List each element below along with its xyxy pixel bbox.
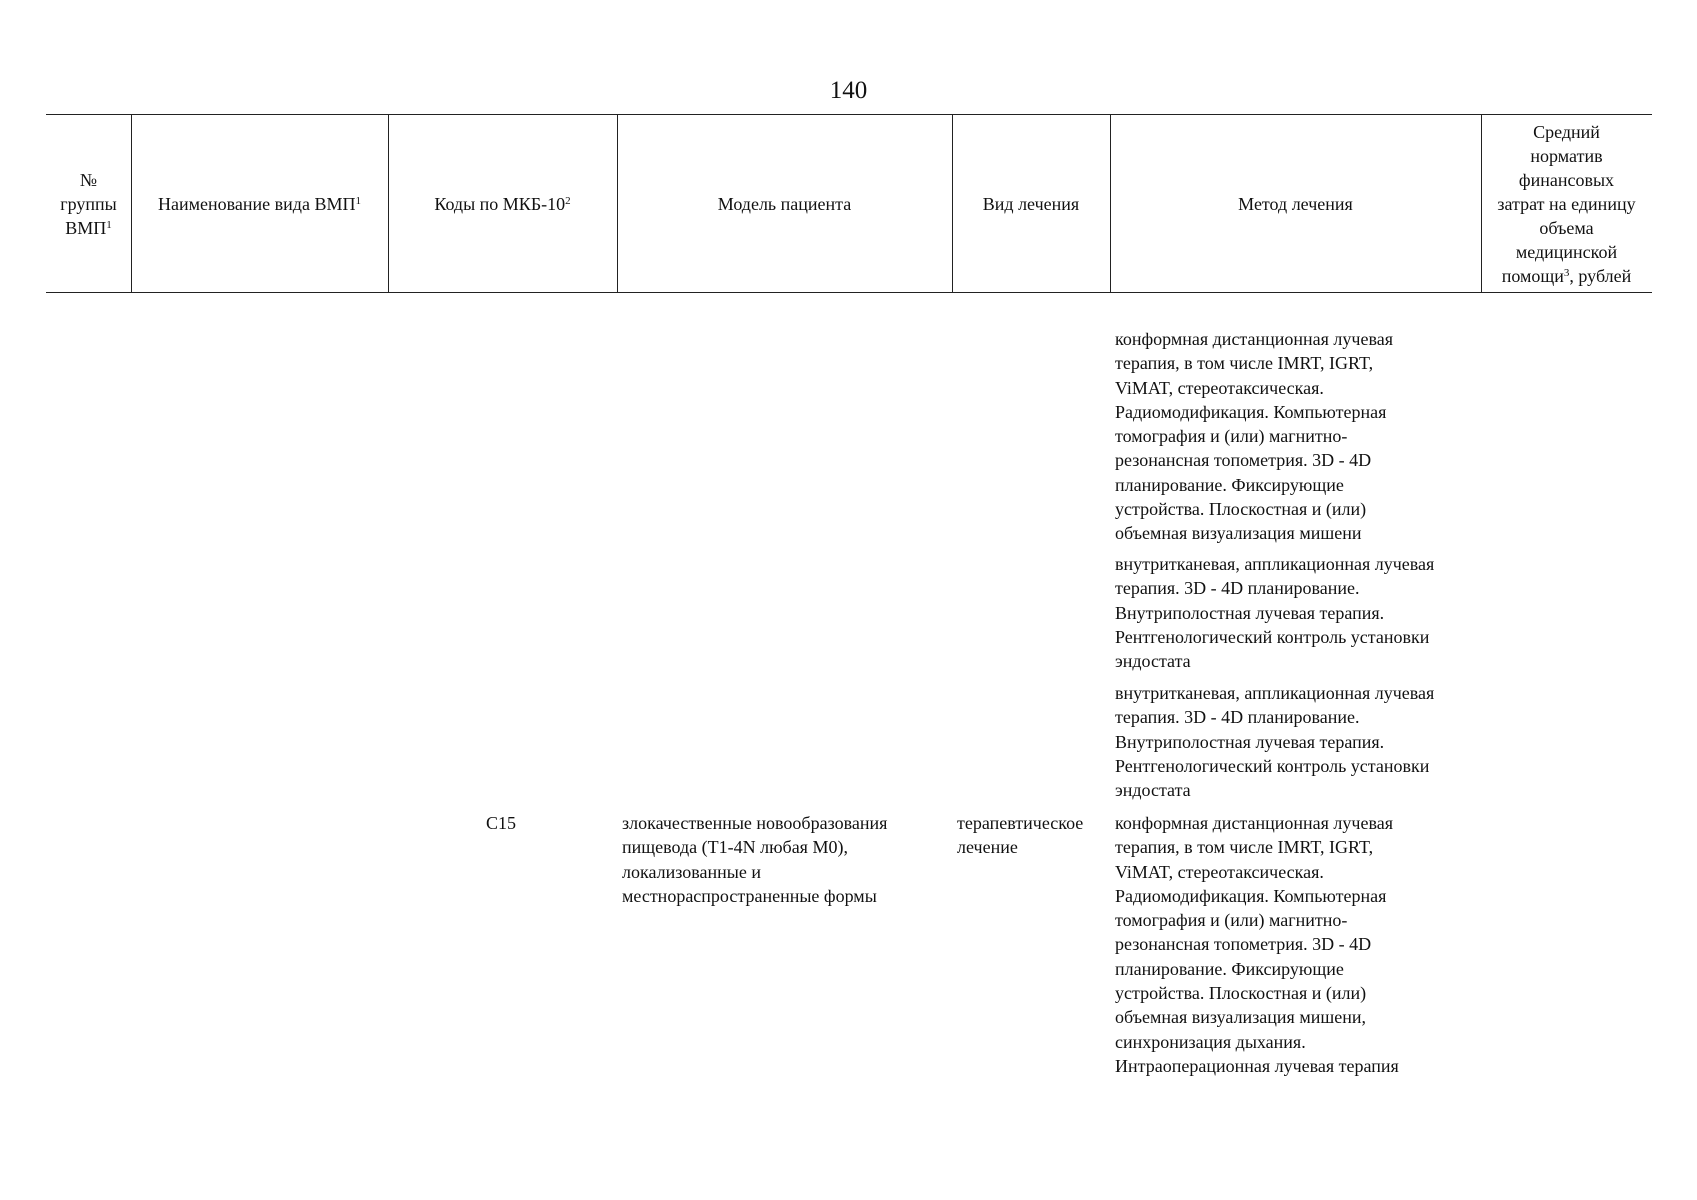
footnote-mark: 2 [565,194,571,207]
header-group-number-line: группы [60,193,117,214]
header-average-cost-line: медицинской [1515,241,1618,262]
header-patient-model-text: Модель пациента [717,193,852,214]
header-patient-model [617,115,952,292]
header-average-cost [1481,115,1652,292]
header-average-cost-line: объема [1539,217,1594,238]
method-cell: конформная дистанционная лучевая терапия, в том числе IMRT, IGRT, ViMAT, стереотаксическая. Радиомодификация. Компьютерная томография и (или) магнитно- резонансная топометрия. 3D - 4D планирование. Фиксирующие устройства. Плоскостная и (или) объемная визуализация мишени, синхронизация дыхания. Интраоперационная лучевая терапия [1115,813,1399,1076]
patient-model-cell: злокачественные новообразования пищевода (T1-4N любая M0), локализованные и местнораспространенные формы [622,813,888,906]
footnote-mark: 1 [355,194,361,207]
header-average-cost-line: финансовых [1518,169,1615,190]
header-bottom-rule [46,292,1652,293]
footnote-mark: 1 [106,218,112,231]
method-cell: внутритканевая, аппликационная лучевая терапия. 3D - 4D планирование. Внутриполостная лучевая терапия. Рентгенологический контроль установки эндостата [1115,554,1435,672]
method-cell: внутритканевая, аппликационная лучевая терапия. 3D - 4D планирование. Внутриполостная лучевая терапия. Рентгенологический контроль установки эндостата [1115,683,1435,801]
header-average-cost-line: помощи [1501,265,1564,286]
header-icd-codes-text: Коды по МКБ-10 [434,193,566,214]
header-group-number [46,115,131,292]
header-treatment-method [1110,115,1481,292]
page-number: 140 [829,77,868,104]
header-average-cost-line: затрат на единицу [1497,193,1636,214]
header-icd-codes [388,115,617,292]
header-treatment-type [952,115,1110,292]
header-treatment-method-text: Метод лечения [1238,193,1353,214]
header-treatment-type-text: Вид лечения [982,193,1080,214]
header-vmp-name [131,115,388,292]
treatment-type-cell: терапевтическое лечение [957,813,1084,858]
method-cell: конформная дистанционная лучевая терапия, в том числе IMRT, IGRT, ViMAT, стереотаксическая. Радиомодификация. Компьютерная томография и (или) магнитно- резонансная топометрия. 3D - 4D планирование. Фиксирующие устройства. Плоскостная и (или) объемная визуализация мишени [1115,329,1393,544]
header-average-cost-line: норматив [1530,145,1603,166]
header-vmp-name-text: Наименование вида ВМП [158,193,356,214]
header-average-cost-line: , рублей [1569,265,1632,286]
footnote-mark: 3 [1563,266,1570,279]
header-group-number-line: № [79,169,98,190]
header-average-cost-line: Средний [1533,121,1600,142]
icd-code-cell: C15 [486,813,517,833]
header-group-number-line: ВМП [65,217,107,238]
